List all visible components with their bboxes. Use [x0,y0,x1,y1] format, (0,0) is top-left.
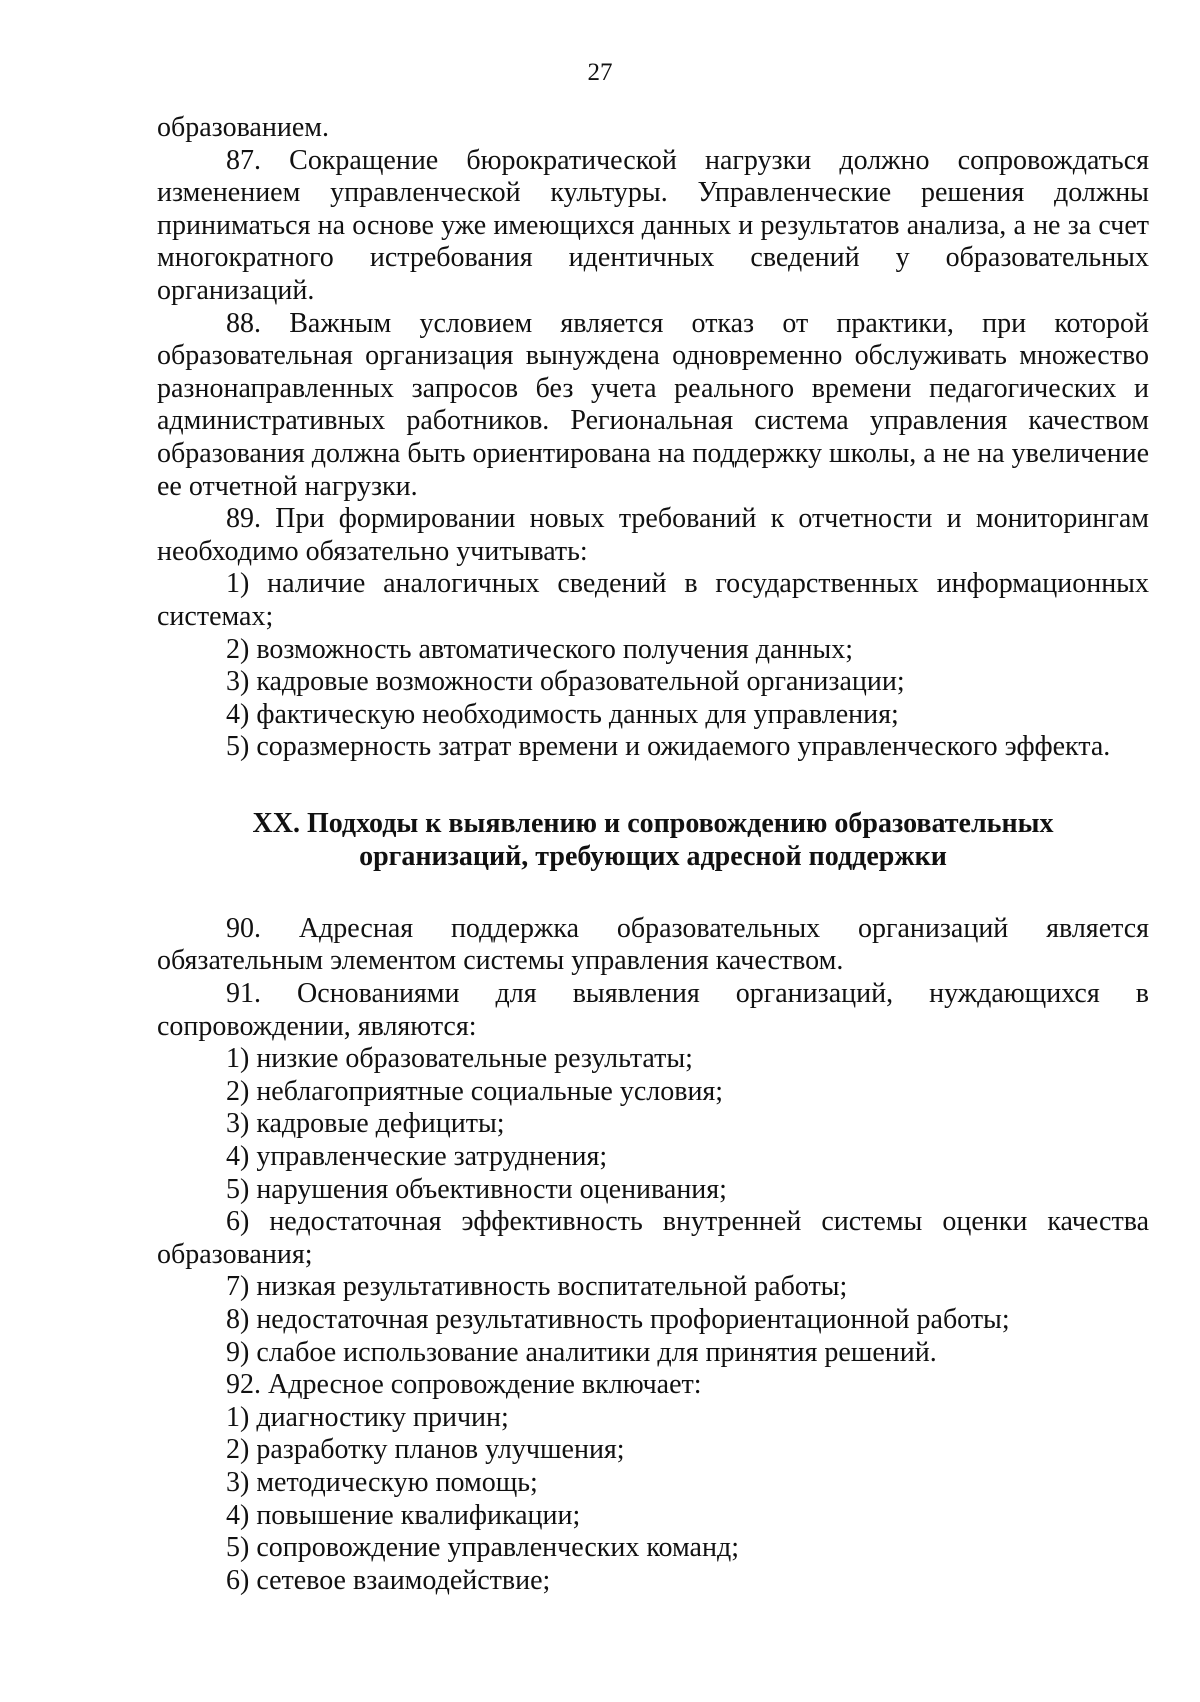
list-item-91-4: 4) управленческие затруднения; [226,1141,608,1173]
paragraph-91: 91. Основаниями для выявления организаций, нуждающихся в сопровождении, являются: [157,978,1149,1042]
list-item-92-6: 6) сетевое взаимодействие; [226,1564,551,1596]
list-item-91-3: 3) кадровые дефициты; [226,1108,505,1140]
list-item-89-3: 3) кадровые возможности образовательной организации; [226,666,905,698]
document-body [157,112,1149,1597]
page-number: 27 [587,59,613,86]
list-item-91-1: 1) низкие образовательные результаты; [226,1043,693,1075]
paragraph-continuation: образованием. [157,112,329,143]
list-item-89-2: 2) возможность автоматического получения данных; [226,633,854,665]
list-item-92-2: 2) разработку планов улучшения; [226,1434,625,1466]
section-heading [157,807,1149,873]
paragraph-90: 90. Адресная поддержка образовательных организаций является обязательным элементом системы управления качеством. [157,912,1149,977]
paragraph-87: 87. Сокращение бюрократической нагрузки должно сопровождаться изменением управленческой культуры. Управленческие решения должны приниматься на основе уже имеющихся данных и результатов анализа, а не за счет многократного истребования идентичных сведений у образовательных организаций. [157,144,1149,306]
list-item-91-2: 2) неблагоприятные социальные условия; [226,1075,724,1107]
paragraph-89: 89. При формировании новых требований к отчетности и мониторингам необходимо обязательно учитывать: [157,503,1149,567]
list-item-91-8: 8) недостаточная результативность профориентационной работы; [226,1304,1010,1335]
paragraph-88: 88. Важным условием является отказ от практики, при которой образовательная организация вынуждена одновременно обслуживать множество разнонаправленных запросов без учета реального времени педагогических и административных работников. Региональная система управления качеством образования должна быть ориентирована на поддержку школы, а не на увеличение ее отчетной нагрузки. [157,307,1149,502]
section-heading-line-1: XX. Подходы к выявлению и сопровождению образовательных [252,807,1054,839]
list-item-89-5: 5) соразмерность затрат времени и ожидаемого управленческого эффекта. [226,731,1111,763]
list-item-89-4: 4) фактическую необходимость данных для управления; [226,698,899,730]
list-item-92-5: 5) сопровождение управленческих команд; [226,1532,739,1564]
list-item-92-3: 3) методическую помощь; [226,1466,538,1498]
section-heading-line-2: организаций, требующих адресной поддержки [359,840,947,872]
list-item-92-4: 4) повышение квалификации; [226,1499,581,1531]
list-item-89-1: 1) наличие аналогичных сведений в государственных информационных системах; [157,568,1149,632]
list-item-91-6: 6) недостаточная эффективность внутренней системы оценки качества образования; [157,1206,1149,1270]
paragraph-92: 92. Адресное сопровождение включает: [226,1369,702,1401]
list-item-91-5: 5) нарушения объективности оценивания; [226,1173,727,1205]
list-item-91-7: 7) низкая результативность воспитательной работы; [226,1271,848,1303]
list-item-91-9: 9) слабое использование аналитики для принятия решений. [226,1336,937,1368]
list-item-92-1: 1) диагностику причин; [226,1401,509,1433]
